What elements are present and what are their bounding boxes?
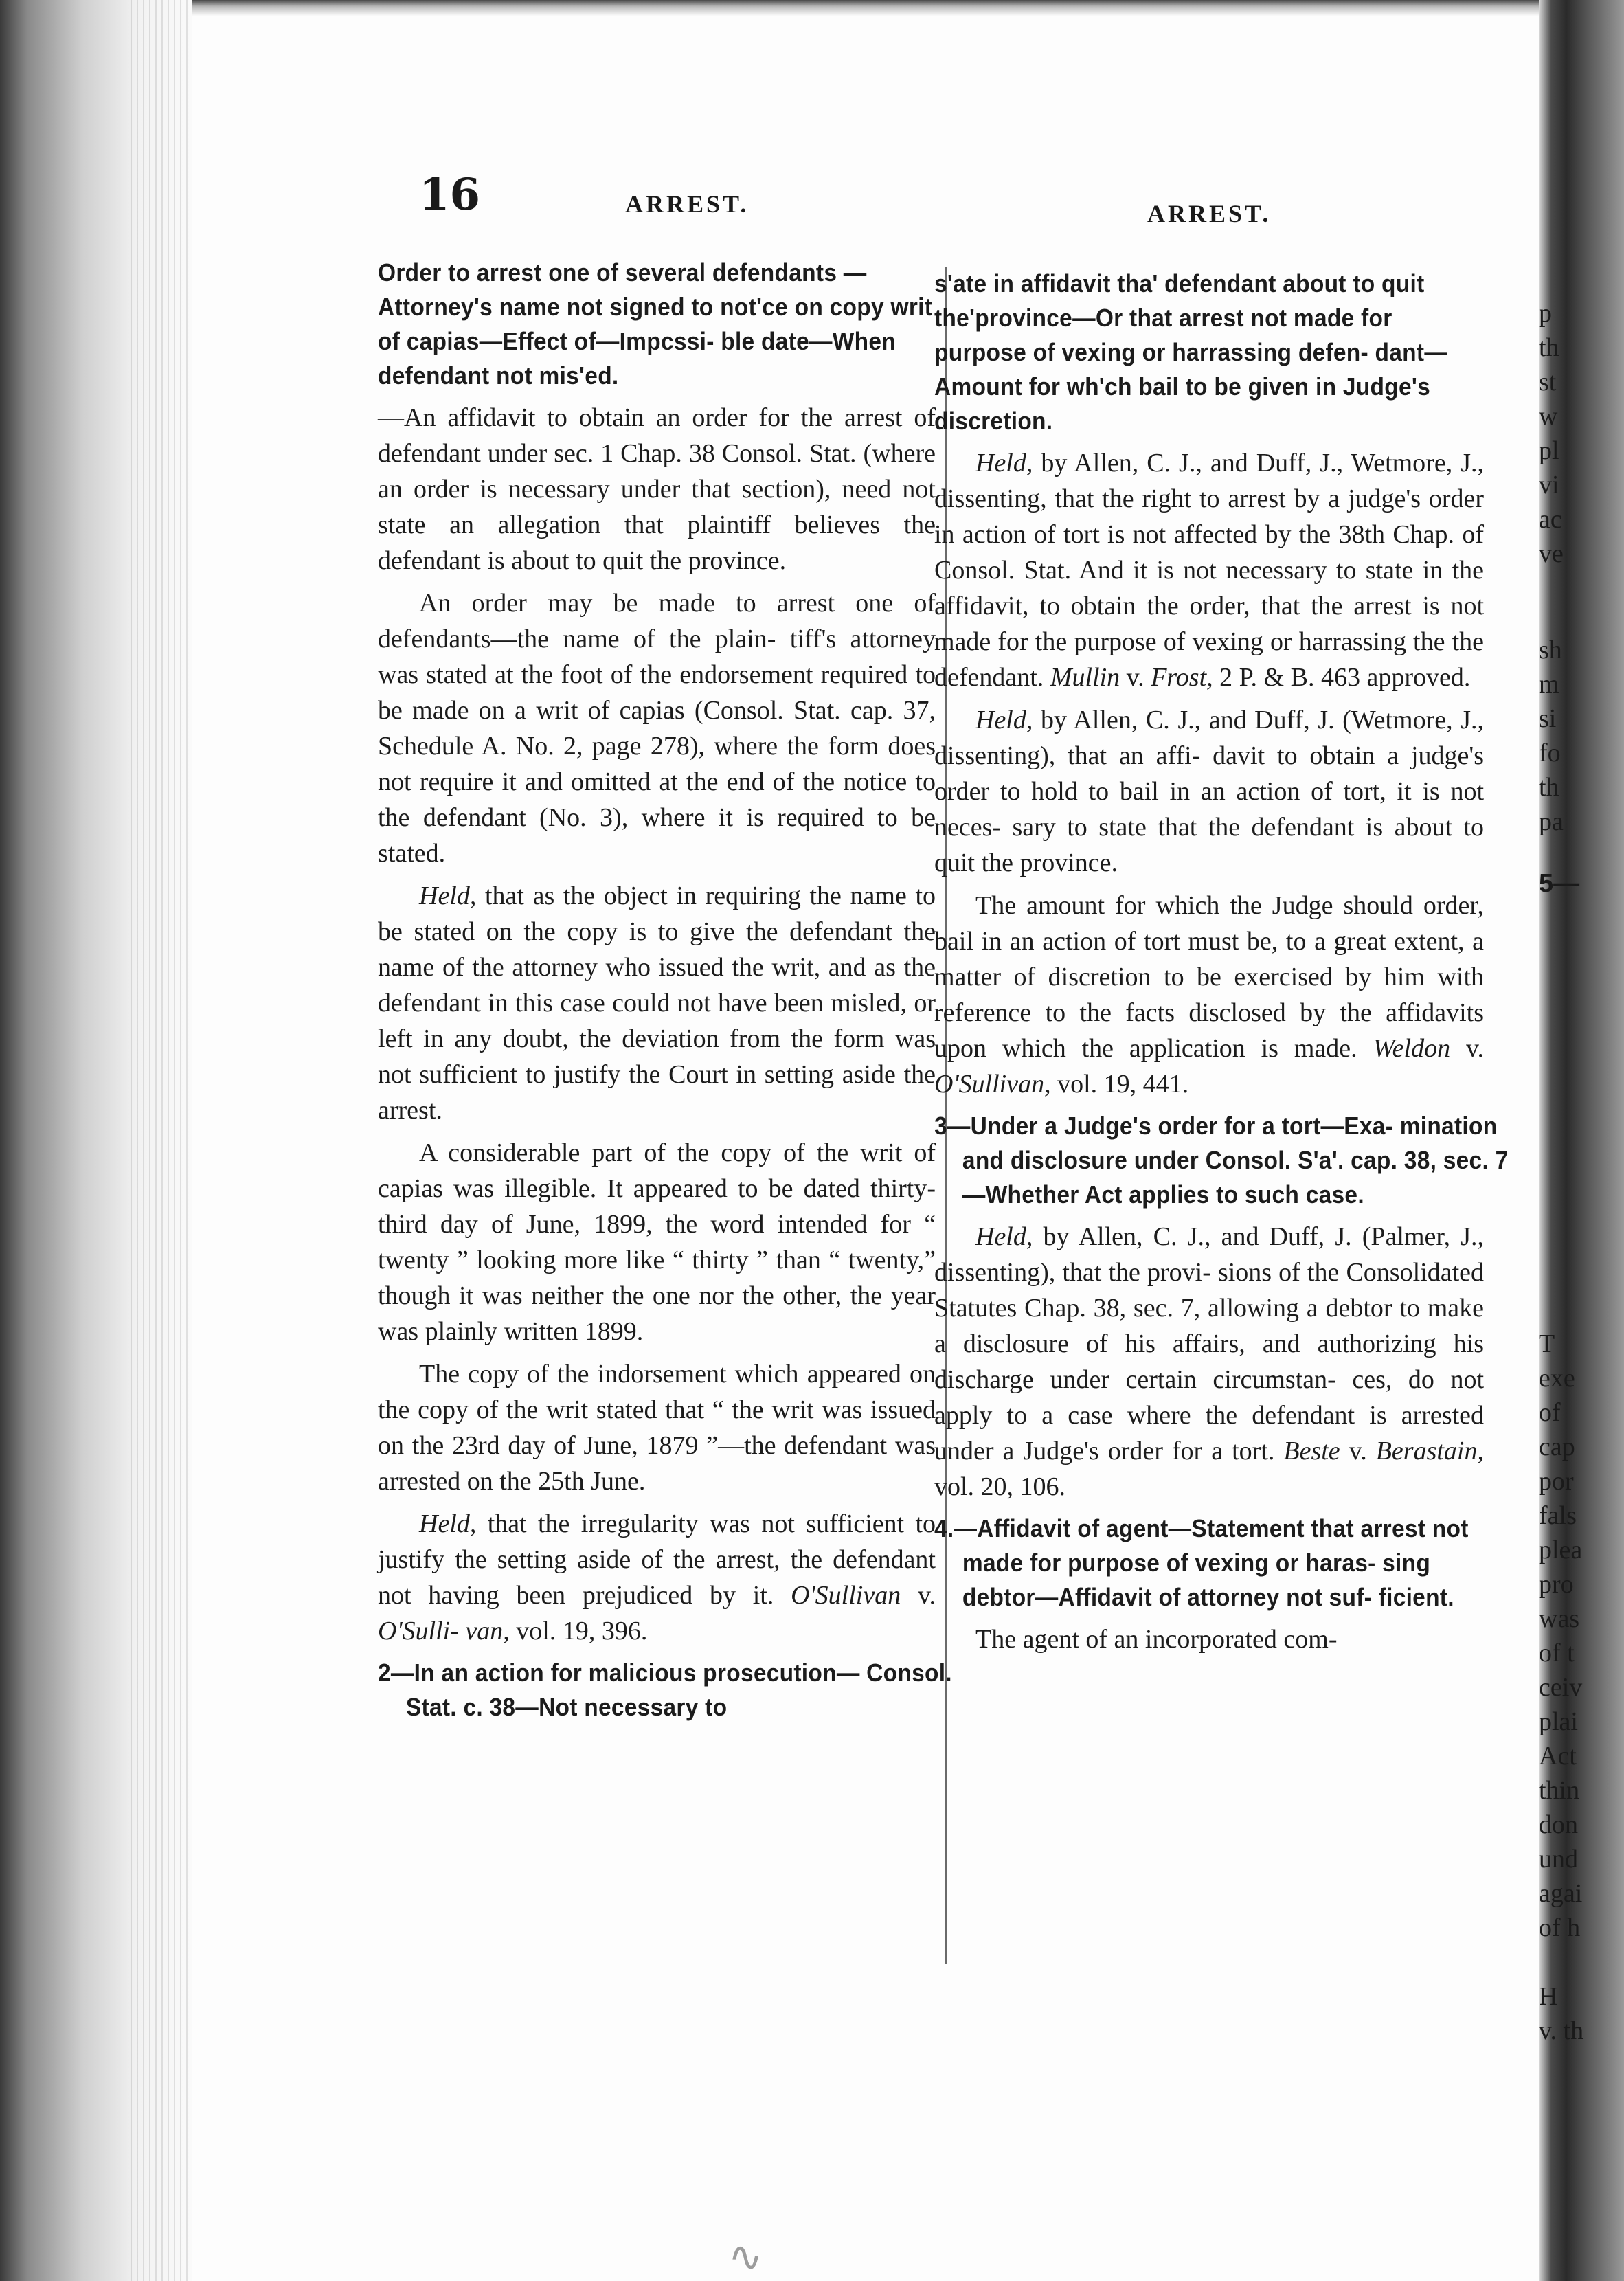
facing-page-fragment: plea xyxy=(1539,1536,1583,1564)
facing-page-fragment: m xyxy=(1539,670,1559,699)
paragraph-text: by Allen, C. J., and Duff, J. (Palmer, J., dissenting), that the provi- sions of the Consolidated Statutes Chap. 38, sec. 7, allowing a debtor to make a disclosure of his affairs, and authorizing his discharge under certain circumstan- ces, do not apply to a case where the defendant is arrested under a Judge's order for a tort. xyxy=(934,1222,1484,1465)
facing-page-fragment: pa xyxy=(1539,807,1564,836)
running-head-left: ARREST. xyxy=(625,190,749,218)
left-column xyxy=(378,256,952,1731)
case-citation: vol. 19, 396. xyxy=(509,1617,648,1645)
paragraph-text: that the irregularity was not sufficient to justify the setting aside of the arrest, the defendant not having been prejudiced by it. xyxy=(378,1509,936,1610)
top-shadow xyxy=(192,0,1539,16)
paragraph: An order may be made to arrest one of defendants—the name of the plain- tiff's attorney was stated at the foot of the endorsement required to be made on a writ of capias (Consol. Stat. cap. 37, Schedule A. No. 2, page 278), where the form does not require it and omitted at the end of the notice to the defendant (No. 3), where it is required to be stated. xyxy=(378,589,936,868)
case-versus: v. xyxy=(1450,1034,1484,1063)
facing-page-fragment: si xyxy=(1539,704,1557,733)
facing-page-fragment: p xyxy=(1539,299,1552,328)
facing-page-fragment: was xyxy=(1539,1604,1580,1633)
facing-page-fragment: don xyxy=(1539,1810,1578,1839)
case-versus: v. xyxy=(1120,663,1151,692)
facing-page-fragment: fo xyxy=(1539,739,1561,767)
facing-page-fragment: und xyxy=(1539,1845,1578,1874)
facing-page-fragment: v. th xyxy=(1539,2016,1584,2045)
facing-page-fragment: plai xyxy=(1539,1707,1578,1736)
facing-page-fragment: Act xyxy=(1539,1742,1577,1771)
case-name: Mullin xyxy=(1050,663,1120,692)
facing-page-fragment: T xyxy=(1539,1329,1555,1358)
paragraph-text: by Allen, C. J., and Duff, J. (Wetmore, J., dissenting), that an affi- davit to obtain a judge's order to hold to bail in an action of tort, it is not neces- sary to state that the defendant is about to quit the province. xyxy=(934,706,1484,877)
paragraph: —An affidavit to obtain an order for the arrest of defendant under sec. 1 Chap. 38 Consol. Stat. (where an order is necessary under that section), need not state an allegation that plaintiff believes the defendant is about to quit the province. xyxy=(378,403,936,575)
held-label: Held, xyxy=(975,449,1033,477)
right-column xyxy=(934,267,1509,1664)
facing-page-fragment: pro xyxy=(1539,1570,1574,1599)
page-number: 16 xyxy=(419,169,481,221)
facing-page-fragment: st xyxy=(1539,368,1557,396)
facing-page-fragment: of t xyxy=(1539,1639,1575,1667)
case-citation: vol. 19, 441. xyxy=(1050,1070,1189,1099)
paragraph xyxy=(934,445,1484,695)
page-stack-lines xyxy=(131,0,192,2281)
paragraph xyxy=(934,888,1484,1102)
facing-page-fragment: vi xyxy=(1539,471,1559,499)
facing-page-fragment: por xyxy=(1539,1467,1574,1496)
running-head-right: ARREST. xyxy=(1147,200,1272,227)
facing-page-fragment: 5— xyxy=(1539,869,1580,898)
section-heading-malicious-prosecution: 2—In an action for malicious prosecution— Consol. Stat. c. 38—Not necessary to xyxy=(378,1659,952,1721)
case-versus: v. xyxy=(1340,1437,1376,1465)
section-heading-judges-order: 3—Under a Judge's order for a tort—Exa- mination and disclosure under Consol. S'a'. cap. 38, sec. 7—Whether Act applies to such case. xyxy=(934,1112,1509,1209)
facing-page-fragment: cap xyxy=(1539,1432,1575,1461)
paragraph xyxy=(934,1219,1484,1505)
facing-page-fragment: exe xyxy=(1539,1364,1575,1393)
section-heading-continued: s'ate in affidavit tha' defendant about to quit the'province—Or that arrest not made for purpose of vexing or harrassing defen- dant—Amount for wh'ch bail to be given in Judge's discretion. xyxy=(934,269,1448,435)
case-citation: 2 P. & B. 463 approved. xyxy=(1213,663,1471,692)
case-name: O'Sullivan xyxy=(791,1581,901,1610)
facing-page-fragment: ve xyxy=(1539,539,1564,568)
facing-page-fragment: ceiv xyxy=(1539,1673,1583,1702)
facing-page-fragment: sh xyxy=(1539,636,1562,664)
section-heading-order-to-arrest: Order to arrest one of several defendants —Attorney's name not signed to not'ce on copy writ of capias—Effect of—Impcssi- ble date—When defendant not mis'ed. xyxy=(378,258,933,390)
facing-page-fragment: th xyxy=(1539,333,1559,362)
paragraph-text: The amount for which the Judge should order, bail in an action of tort must be, to a great extent, a matter of discretion to be exercised by him with reference to the facts disclosed by the affidavits upon which the application is made. xyxy=(934,891,1484,1063)
facing-page-fragment: fals xyxy=(1539,1501,1577,1530)
section-heading-affidavit-of-agent: 4.—Affidavit of agent—Statement that arrest not made for purpose of vexing or haras- sing debtor—Affidavit of attorney not suf- ficient. xyxy=(934,1514,1469,1611)
case-name: Frost, xyxy=(1151,663,1213,692)
ornament-mark: ∿ xyxy=(728,2233,763,2281)
held-label: Held, xyxy=(419,881,477,910)
held-label: Held, xyxy=(975,706,1033,734)
case-versus: v. xyxy=(901,1581,936,1610)
paragraph: The agent of an incorporated com- xyxy=(975,1625,1338,1654)
paragraph: The copy of the indorsement which appeared on the copy of the writ stated that “ the writ was issued on the 23rd day of June, 1879 ”—the defendant was arrested on the 25th June. xyxy=(378,1360,936,1496)
paragraph-text: that as the object in requiring the name to be stated on the copy is to give the defendant the name of the attorney who issued the writ, and as the defendant in this case could not have been misled, or left in any doubt, the deviation from the form was not sufficient to justify the Court in setting aside the arrest. xyxy=(378,881,936,1125)
paragraph xyxy=(934,702,1484,881)
facing-page-fragment: w xyxy=(1539,402,1558,431)
facing-page-fragment: ac xyxy=(1539,505,1562,534)
left-page-edge xyxy=(0,0,192,2281)
paragraph xyxy=(378,878,936,1128)
held-label: Held, xyxy=(419,1509,477,1538)
facing-page-fragment: th xyxy=(1539,773,1559,802)
paragraph xyxy=(378,1506,936,1649)
facing-page-fragment: H xyxy=(1539,1982,1558,2011)
facing-page-fragment: of h xyxy=(1539,1913,1581,1942)
case-name: Weldon xyxy=(1373,1034,1451,1063)
case-name: Berastain, xyxy=(1375,1437,1484,1465)
case-citation: vol. 20, 106. xyxy=(934,1472,1066,1501)
case-name: O'Sulli- van, xyxy=(378,1617,510,1645)
paragraph: A considerable part of the copy of the writ of capias was illegible. It appeared to be dated thirty-third day of June, 1899, the word intended for “ twenty ” looking more like “ thirty ” than “ twenty,” though it was neither the one nor the other, the year was plainly written 1899. xyxy=(378,1138,936,1346)
facing-page-fragment: of xyxy=(1539,1398,1561,1427)
case-name: O'Sullivan, xyxy=(934,1070,1051,1099)
case-name: Beste xyxy=(1283,1437,1340,1465)
facing-page-fragment: agai xyxy=(1539,1879,1583,1908)
facing-page-fragment: thin xyxy=(1539,1776,1580,1805)
paragraph-text: by Allen, C. J., and Duff, J., Wetmore, J., dissenting, that the right to arrest by a judge's order in action of tort is not affected by the 38th Chap. of Consol. Stat. And it is not necessary to state in the affidavit, to obtain the order, that the arrest is not made for the purpose of vexing or harrassing the the defendant. xyxy=(934,449,1484,692)
facing-page-fragment: pl xyxy=(1539,436,1559,465)
held-label: Held, xyxy=(975,1222,1033,1251)
